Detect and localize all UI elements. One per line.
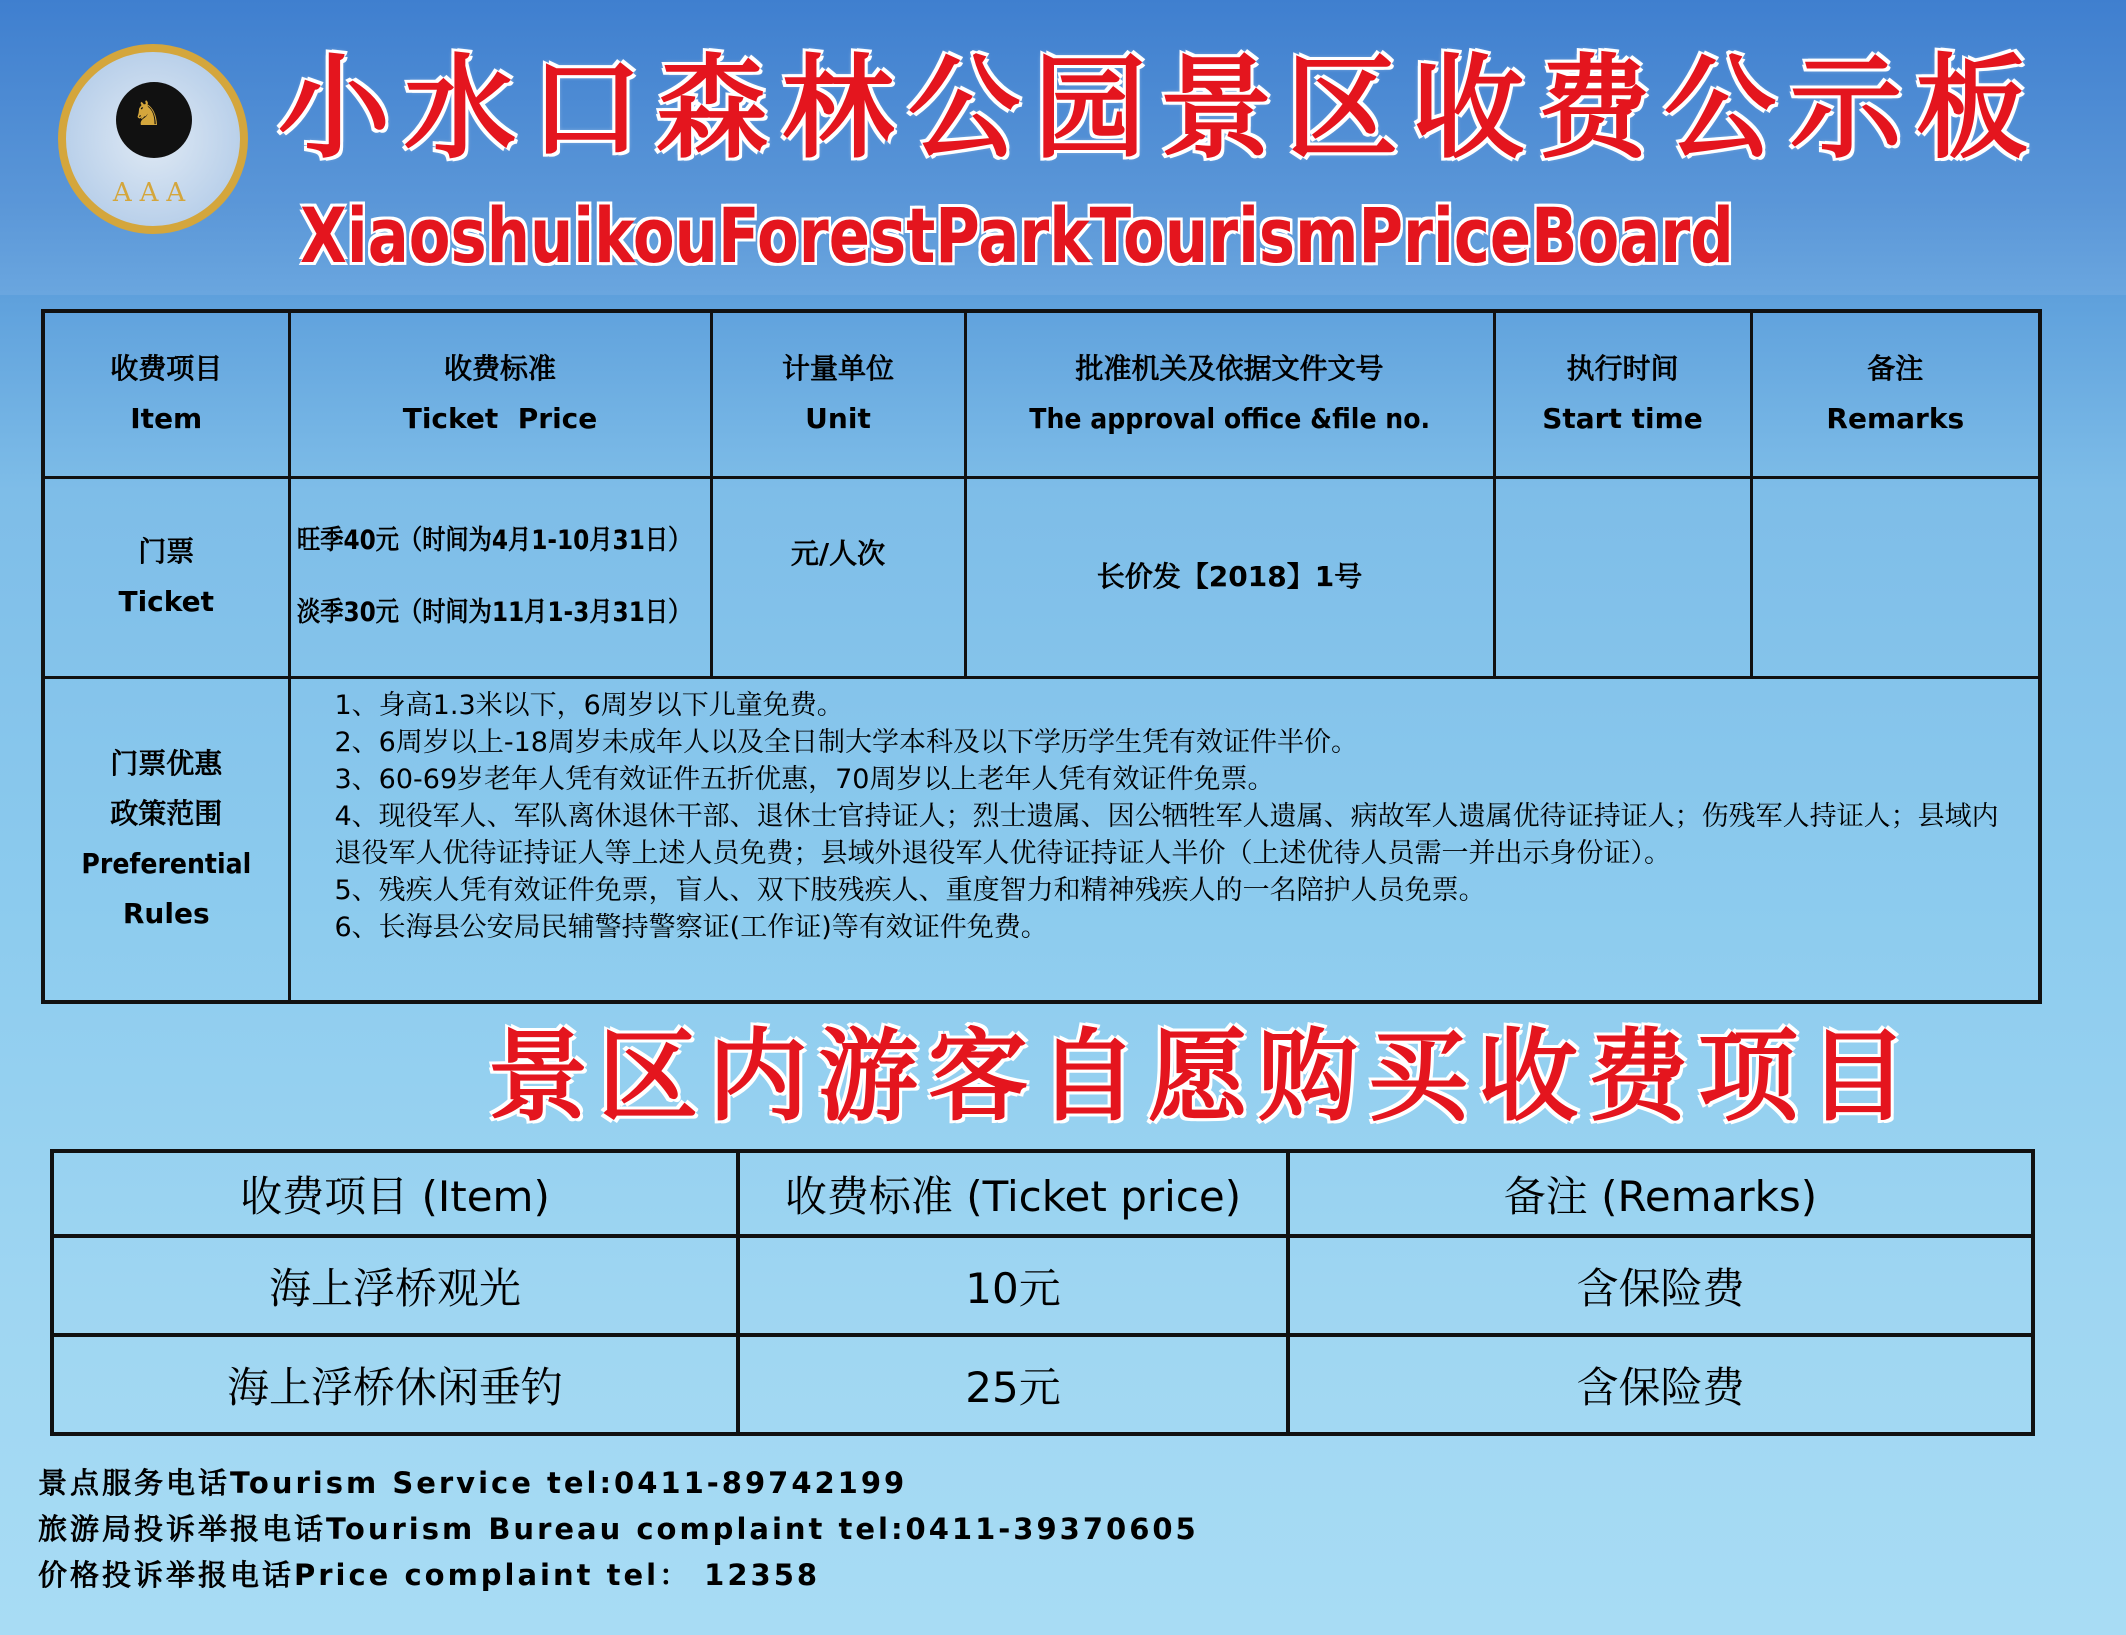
optional-section-title: 景区内游客自愿购买收费项目 <box>488 1018 1918 1135</box>
rules-label: Rules <box>122 897 210 931</box>
header-approval <box>965 311 1494 477</box>
ticket-start-time-cell <box>1494 477 1751 677</box>
bureau-complaint-phone: 旅游局投诉举报电话Tourism Bureau complaint tel:0411-39370605 <box>38 1512 1199 1546</box>
table-row <box>52 1335 2033 1434</box>
header-cn: 收费项目 <box>110 352 223 386</box>
aaa-logo <box>58 44 248 234</box>
ticket-remarks-cell <box>1751 477 2040 677</box>
price-cell: 25元 <box>738 1335 1288 1434</box>
logo-rating: AAA <box>112 178 194 208</box>
fee-table <box>41 309 2042 1004</box>
horse-emblem-icon: ♞ <box>132 94 163 134</box>
page-title: 小水口森林公园景区收费公示板 <box>278 44 2042 174</box>
header-cn: 执行时间 <box>1566 352 1679 386</box>
header-cn: 批准机关及依据文件文号 <box>1075 352 1384 386</box>
item-cn: 门票 <box>138 535 195 568</box>
table-header-row <box>52 1151 2033 1236</box>
rule-item: 4、现役军人、军队离休退休干部、退休士官持证人；烈士遗属、因公牺牲军人遗属、病故军人遗属优待证持证人；伤残军人持证人；县域内退役军人优待证持证人等上述人员免费；县域外退役军人优待证持证人半价（上述优待人员需一并出示身份证）。 <box>334 800 1999 869</box>
header-start-time <box>1494 311 1751 477</box>
header-remarks <box>1751 311 2040 477</box>
header-price: 收费标准 (Ticket price) <box>738 1151 1288 1236</box>
service-phone: 景点服务电话Tourism Service tel:0411-89742199 <box>38 1466 908 1500</box>
header-cn: 备注 <box>1867 352 1924 386</box>
header-en: Item <box>130 402 203 436</box>
rule-item: 1、身高1.3米以下，6周岁以下儿童免费。 <box>334 689 844 721</box>
header-en: Ticket Price <box>402 402 598 436</box>
header-en: Unit <box>805 402 871 436</box>
item-cell: 海上浮桥休闲垂钓 <box>52 1335 738 1434</box>
price-cell: 10元 <box>738 1236 1288 1335</box>
header-en: Start time <box>1542 402 1703 436</box>
header-cn: 计量单位 <box>781 352 894 386</box>
table-row <box>52 1236 2033 1335</box>
rules-list <box>289 677 2040 1002</box>
ticket-approval-cell: 长价发【2018】1号 <box>965 477 1494 677</box>
header-remarks: 备注 (Remarks) <box>1288 1151 2033 1236</box>
header-en: Remarks <box>1826 402 1965 436</box>
remarks-cell: 含保险费 <box>1288 1335 2033 1434</box>
rule-item: 5、残疾人凭有效证件免票，盲人、双下肢残疾人、重度智力和精神残疾人的一名陪护人员免票。 <box>334 874 1486 906</box>
header-en: The approval office &file no. <box>1029 402 1430 436</box>
table-row-rules <box>43 677 2040 1002</box>
off-peak-price: 淡季30元（时间为11月1-3月31日） <box>296 597 691 628</box>
rules-label: 门票优惠 <box>110 747 223 781</box>
ticket-unit-cell: 元/人次 <box>711 477 965 677</box>
header-cn: 收费标准 <box>443 352 556 386</box>
ticket-item-cell <box>43 477 289 677</box>
contact-footer <box>38 1460 1199 1598</box>
rule-item: 6、长海县公安局民辅警持警察证(工作证)等有效证件免费。 <box>334 911 1048 943</box>
header-item: 收费项目 (Item) <box>52 1151 738 1236</box>
peak-price: 旺季40元（时间为4月1-10月31日） <box>296 525 691 556</box>
item-en: Ticket <box>118 585 215 618</box>
price-complaint-phone: 价格投诉举报电话Price complaint tel： 12358 <box>38 1558 821 1592</box>
optional-fee-table <box>50 1149 2035 1436</box>
table-row-ticket <box>43 477 2040 677</box>
page-subtitle: XiaoshuikouForestParkTourismPriceBoard <box>300 191 1734 280</box>
remarks-cell: 含保险费 <box>1288 1236 2033 1335</box>
item-cell: 海上浮桥观光 <box>52 1236 738 1335</box>
rules-label-cell <box>43 677 289 1002</box>
rules-label: Preferential <box>81 847 252 881</box>
header-item <box>43 311 289 477</box>
header-price <box>289 311 711 477</box>
header-unit <box>711 311 965 477</box>
ticket-price-cell <box>289 477 711 677</box>
rule-item: 2、6周岁以上-18周岁未成年人以及全日制大学本科及以下学历学生凭有效证件半价。 <box>334 726 1358 758</box>
table-header-row <box>43 311 2040 477</box>
rules-label: 政策范围 <box>110 797 223 831</box>
rule-item: 3、60-69岁老年人凭有效证件五折优惠，70周岁以上老年人凭有效证件免票。 <box>334 763 1275 795</box>
